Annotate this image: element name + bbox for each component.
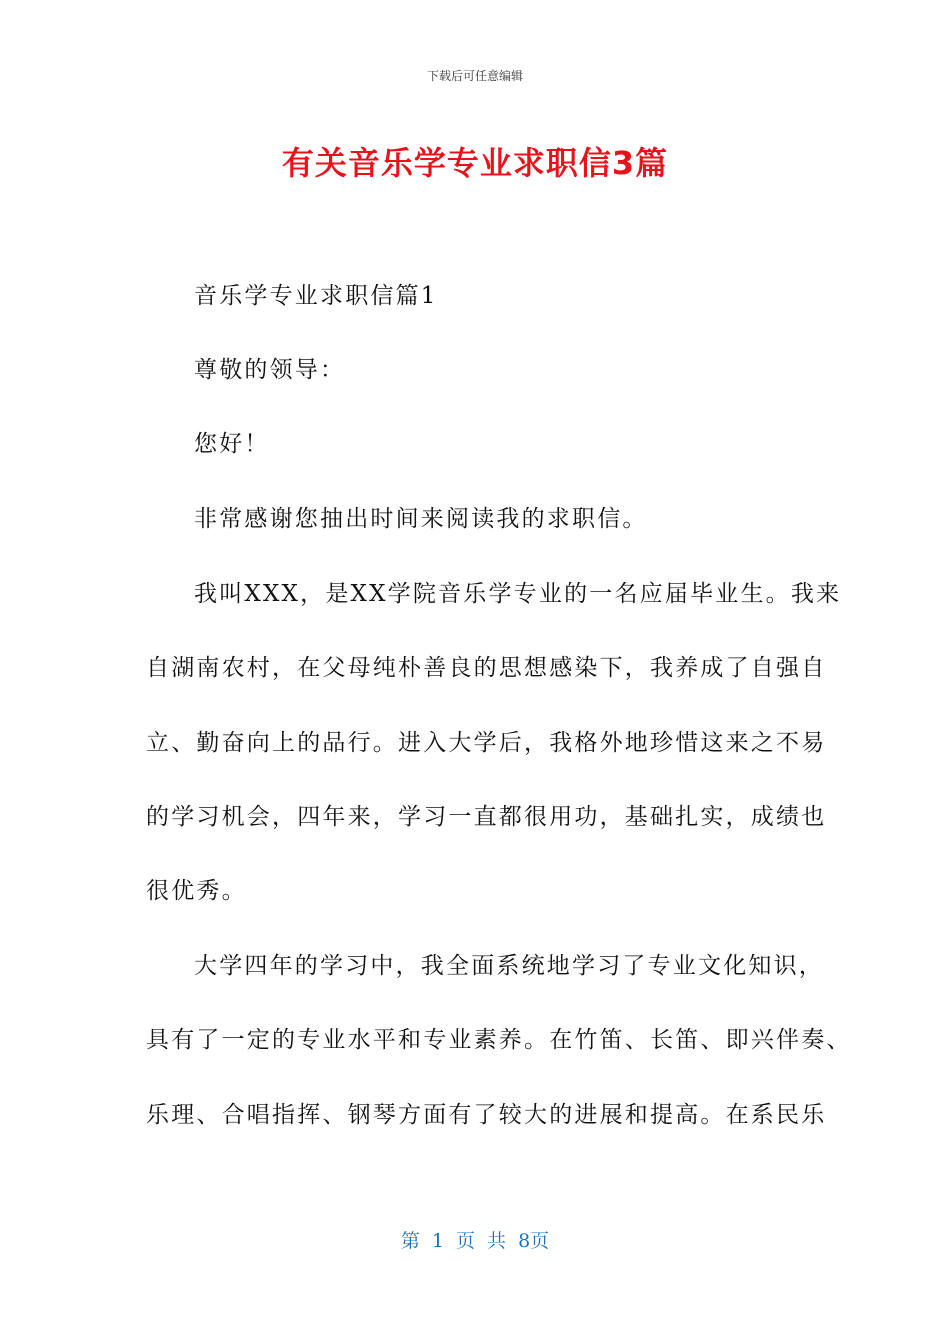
paragraph-line: 很优秀。 — [146, 878, 247, 904]
header-note: 下载后可任意编辑 — [426, 69, 523, 83]
paragraph-line: 的学习机会，四年来，学习一直都很用功，基础扎实，成绩也 — [146, 804, 827, 830]
paragraph-line: 立、勤奋向上的品行。进入大学后，我格外地珍惜这来之不易 — [146, 730, 827, 756]
greeting: 您好！ — [194, 431, 270, 457]
document-title: 有关音乐学专业求职信3篇 — [281, 144, 669, 182]
section-heading: 音乐学专业求职信篇1 — [194, 283, 438, 309]
paragraph-line: 自湖南农村，在父母纯朴善良的思想感染下，我养成了自强自 — [146, 655, 827, 681]
paragraph-line: 大学四年的学习中，我全面系统地学习了专业文化知识， — [194, 953, 824, 979]
paragraph-line: 具有了一定的专业水平和专业素养。在竹笛、长笛、即兴伴奏、 — [146, 1027, 852, 1053]
paragraph-line: 我叫XXX，是XX学院音乐学专业的一名应届毕业生。我来 — [194, 581, 842, 607]
salutation: 尊敬的领导： — [194, 357, 346, 383]
page-footer: 第 1 页 共 8页 — [400, 1230, 550, 1252]
paragraph-line: 非常感谢您抽出时间来阅读我的求职信。 — [194, 506, 648, 532]
paragraph-line: 乐理、合唱指挥、钢琴方面有了较大的进展和提高。在系民乐 — [146, 1102, 827, 1128]
